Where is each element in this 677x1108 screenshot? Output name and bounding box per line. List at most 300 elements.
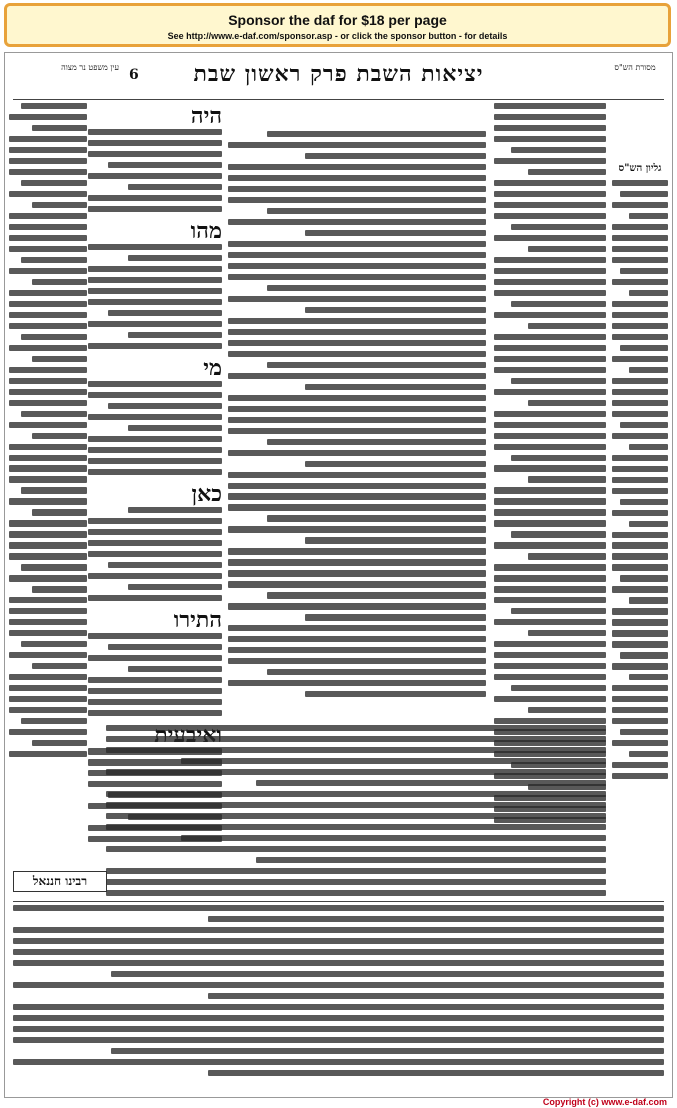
text-line [88,699,222,705]
text-line [494,487,606,493]
text-line [128,184,222,190]
text-line [21,487,87,493]
text-line [88,381,222,387]
text-line [612,466,668,472]
text-line [620,345,668,351]
text-line [494,564,606,570]
text-line [228,296,486,302]
text-line [21,641,87,647]
text-line [494,136,606,142]
text-line [88,277,222,283]
text-line [228,318,486,324]
text-line [612,455,668,461]
text-line [106,747,606,753]
right-margin-notes [612,103,668,823]
text-line [21,718,87,724]
text-line [528,476,606,482]
text-line [612,411,668,417]
lower-commentary [106,725,606,903]
text-line [88,244,222,250]
text-line [267,669,486,675]
text-line [228,504,486,510]
text-line [13,949,664,955]
text-line [494,356,606,362]
text-line [13,905,664,911]
text-line [267,439,486,445]
text-line [88,458,222,464]
text-line [88,573,222,579]
text-line [106,846,606,852]
text-line [228,406,486,412]
text-line [629,597,668,603]
text-line [9,389,87,395]
text-line [494,411,606,417]
text-line [32,740,87,746]
text-line [208,1070,664,1076]
text-line [511,608,606,614]
text-line [228,581,486,587]
text-line [629,367,668,373]
text-line [9,378,87,384]
gemara-text [228,131,486,711]
text-line [228,625,486,631]
text-line [494,103,606,109]
text-line [228,417,486,423]
text-line [511,224,606,230]
text-line [9,345,87,351]
text-line [612,312,668,318]
text-line [9,542,87,548]
text-line [494,542,606,548]
text-line [9,575,87,581]
tosafot-heading-3: מי [203,355,222,382]
text-line [13,1059,664,1065]
text-line [494,235,606,241]
text-line [267,592,486,598]
text-line [9,751,87,757]
text-line [612,641,668,647]
text-line [9,465,87,471]
text-line [228,570,486,576]
text-line [494,619,606,625]
talmud-page [4,52,673,1098]
text-line [494,696,606,702]
text-line [612,707,668,713]
text-line [494,641,606,647]
text-line [88,288,222,294]
text-line [629,213,668,219]
text-line [612,400,668,406]
text-line [9,597,87,603]
text-line [9,158,87,164]
text-line [305,307,486,313]
text-line [494,674,606,680]
text-line [305,691,486,697]
text-line [88,518,222,524]
text-line [9,619,87,625]
text-line [228,472,486,478]
text-line [32,663,87,669]
text-line [629,290,668,296]
text-line [9,301,87,307]
text-line [620,729,668,735]
gilyon-label: גליון הש"ס [618,163,662,174]
text-line [228,526,486,532]
text-line [528,400,606,406]
text-line [228,373,486,379]
text-line [267,515,486,521]
text-line [128,584,222,590]
rabbenu-chananel-heading: רבינו חננאל [13,871,107,892]
text-line [108,403,222,409]
text-line [228,197,486,203]
text-line [106,802,606,808]
text-line [612,586,668,592]
text-line [511,301,606,307]
text-line [620,575,668,581]
text-line [228,647,486,653]
text-line [9,191,87,197]
text-line [228,493,486,499]
sponsor-banner[interactable] [4,3,671,47]
text-line [612,488,668,494]
text-line [88,321,222,327]
text-line [88,436,222,442]
text-line [9,729,87,735]
text-line [511,685,606,691]
text-line [228,428,486,434]
text-line [620,268,668,274]
text-line [9,246,87,252]
text-line [88,677,222,683]
text-line [494,279,606,285]
text-line [228,658,486,664]
text-line [9,696,87,702]
banner-title: Sponsor the daf for $18 per page [228,12,447,28]
text-line [228,175,486,181]
text-line [21,257,87,263]
text-line [612,378,668,384]
text-line [256,857,606,863]
text-line [13,1004,664,1010]
text-line [305,537,486,543]
text-line [228,395,486,401]
text-line [88,151,222,157]
text-line [228,263,486,269]
text-line [494,575,606,581]
text-line [32,433,87,439]
text-line [9,707,87,713]
text-line [13,960,664,966]
page-number: 6 [129,67,139,83]
text-line [106,890,606,896]
text-line [494,334,606,340]
text-line [612,762,668,768]
tosafot-heading-1: היה [190,103,222,129]
text-line [32,586,87,592]
text-line [21,564,87,570]
text-line [612,202,668,208]
text-line [106,736,606,742]
text-line [88,195,222,201]
text-line [9,553,87,559]
text-line [612,180,668,186]
text-line [9,312,87,318]
text-line [128,425,222,431]
text-line [612,389,668,395]
text-line [256,780,606,786]
text-line [494,114,606,120]
text-line [612,532,668,538]
text-line [494,257,606,263]
text-line [88,447,222,453]
text-line [9,498,87,504]
text-line [228,636,486,642]
text-line [9,114,87,120]
text-line [494,444,606,450]
text-line [208,993,664,999]
text-line [13,1037,664,1043]
text-line [612,773,668,779]
text-line [267,362,486,368]
ein-mishpat-label: עין משפט נר מצוה [61,63,119,72]
text-line [9,147,87,153]
text-line [13,982,664,988]
tosafot-heading-2: מהו [190,218,222,245]
text-line [88,469,222,475]
text-line [21,103,87,109]
text-line [9,455,87,461]
text-line [494,422,606,428]
divider-rule [13,901,664,902]
text-line [228,559,486,565]
text-line [13,927,664,933]
text-line [494,520,606,526]
text-line [511,455,606,461]
text-line [106,813,606,819]
text-line [228,142,486,148]
text-line [494,597,606,603]
text-line [9,268,87,274]
text-line [612,718,668,724]
text-line [9,367,87,373]
text-line [228,340,486,346]
text-line [528,707,606,713]
text-line [9,520,87,526]
text-line [228,219,486,225]
text-line [88,540,222,546]
text-line [9,169,87,175]
text-line [305,384,486,390]
text-line [612,301,668,307]
text-line [208,916,664,922]
text-line [228,241,486,247]
text-line [494,389,606,395]
text-line [228,603,486,609]
text-line [528,169,606,175]
text-line [612,235,668,241]
text-line [13,938,664,944]
text-line [494,465,606,471]
text-line [88,595,222,601]
text-line [494,312,606,318]
text-line [9,422,87,428]
text-line [305,153,486,159]
text-line [88,129,222,135]
text-line [612,279,668,285]
text-line [106,879,606,885]
text-line [111,971,664,977]
bottom-notes [13,905,664,1085]
text-line [106,769,606,775]
text-line [181,835,606,841]
text-line [9,630,87,636]
left-margin-notes [9,103,87,863]
text-line [228,329,486,335]
text-line [88,140,222,146]
header-rule [13,99,664,100]
text-line [228,450,486,456]
text-line [494,586,606,592]
tosafot-heading-4: כאן [191,481,222,508]
text-line [612,510,668,516]
text-line [106,868,606,874]
text-line [32,356,87,362]
text-line [629,444,668,450]
text-line [629,751,668,757]
text-line [88,299,222,305]
text-line [494,498,606,504]
page-title: יציאות השבת פרק ראשון שבת [193,61,484,87]
text-line [494,290,606,296]
text-line [228,274,486,280]
text-line [612,740,668,746]
text-line [629,521,668,527]
text-line [612,685,668,691]
text-line [88,343,222,349]
text-line [612,630,668,636]
text-line [494,663,606,669]
text-line [13,1015,664,1021]
text-line [494,191,606,197]
text-line [32,202,87,208]
text-line [128,255,222,261]
masoret-hashas-label: מסורת הש"ס [614,63,656,72]
text-line [494,509,606,515]
text-line [88,633,222,639]
text-line [612,663,668,669]
text-line [21,334,87,340]
text-line [228,483,486,489]
rashi-column [494,103,606,833]
text-line [228,164,486,170]
text-line [128,332,222,338]
text-line [9,136,87,142]
text-line [494,367,606,373]
text-line [228,252,486,258]
text-line [21,411,87,417]
text-line [88,266,222,272]
text-line [9,652,87,658]
text-line [106,725,606,731]
text-line [511,378,606,384]
text-line [305,230,486,236]
text-line [494,652,606,658]
text-line [32,125,87,131]
text-line [228,351,486,357]
text-line [128,666,222,672]
text-line [511,147,606,153]
text-line [528,323,606,329]
text-line [612,224,668,230]
text-line [629,674,668,680]
text-line [13,1026,664,1032]
text-line [612,246,668,252]
text-line [528,246,606,252]
text-line [612,323,668,329]
text-line [620,422,668,428]
text-line [88,529,222,535]
text-line [88,688,222,694]
text-line [228,186,486,192]
text-line [21,180,87,186]
text-line [528,630,606,636]
text-line [181,758,606,764]
copyright-notice: Copyright (c) www.e-daf.com [542,1097,667,1107]
text-line [108,162,222,168]
text-line [228,548,486,554]
text-line [228,680,486,686]
text-line [267,208,486,214]
text-line [612,334,668,340]
text-line [9,476,87,482]
text-line [9,400,87,406]
text-line [111,1048,664,1054]
text-line [9,290,87,296]
text-line [108,562,222,568]
page-header [5,59,672,93]
text-line [612,477,668,483]
banner-subtitle: See http://www.e-daf.com/sponsor.asp - or click the sponsor button - for details [167,31,508,41]
text-line [620,652,668,658]
text-line [9,213,87,219]
text-line [612,553,668,559]
text-line [128,507,222,513]
text-line [620,499,668,505]
text-line [511,531,606,537]
text-line [612,433,668,439]
text-line [9,224,87,230]
tosafot-heading-5: התירו [173,607,222,634]
text-line [267,131,486,137]
text-line [88,414,222,420]
text-line [106,791,606,797]
text-line [612,257,668,263]
text-line [108,310,222,316]
text-line [9,235,87,241]
text-line [108,644,222,650]
text-line [88,551,222,557]
text-line [494,213,606,219]
text-line [494,718,606,724]
text-line [9,323,87,329]
text-line [267,285,486,291]
text-line [494,433,606,439]
text-line [9,444,87,450]
text-line [612,696,668,702]
text-line [620,191,668,197]
text-line [612,356,668,362]
